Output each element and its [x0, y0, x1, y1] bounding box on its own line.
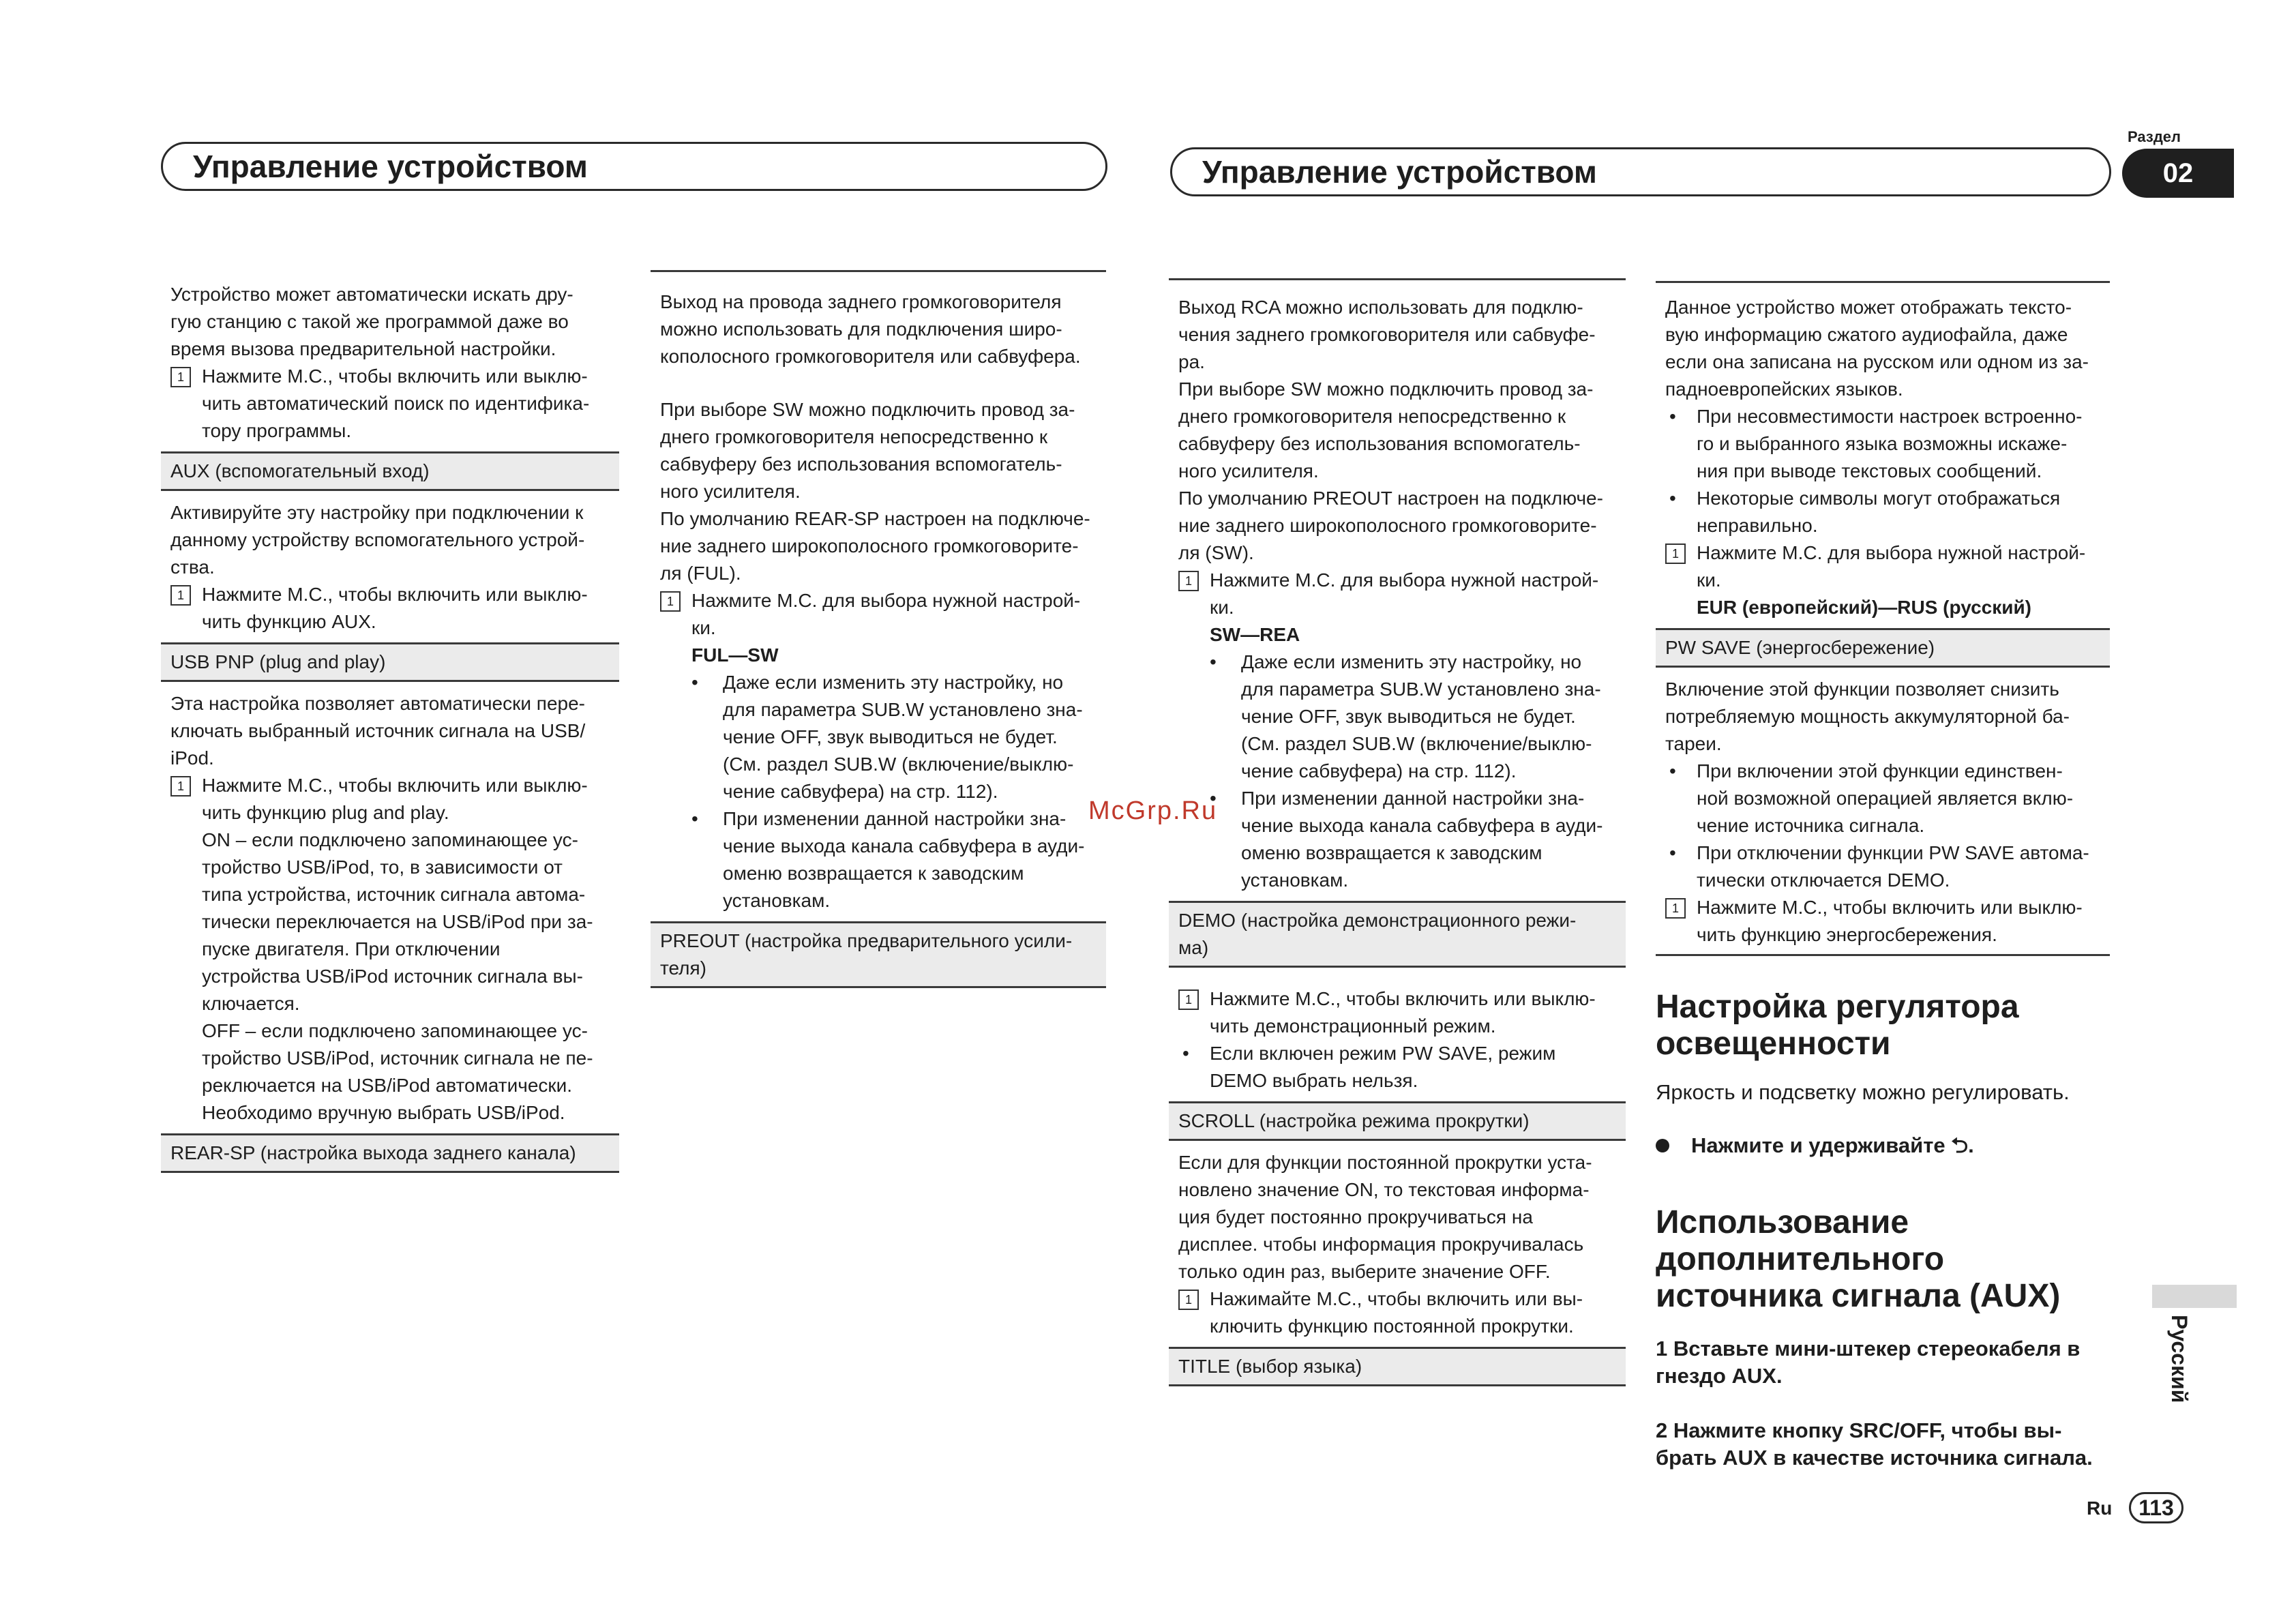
- dimmer-text: Яркость и подсветку можно регулировать.: [1656, 1080, 2070, 1104]
- aux-section-body: Активируйте эту настройку при подключении к данному устройству вспомогательного устрой- ства. 1 Нажмите M.C., чтобы включить или выклю- чить функцию AUX.: [161, 499, 619, 636]
- aux-step: 1 Нажмите M.C., чтобы включить или выклю- чить функцию AUX.: [170, 581, 610, 636]
- dimmer-heading: Настройка регулятора: [1656, 989, 2019, 1025]
- pw-save-section-body: Включение этой функции позволяет снизить потребляемую мощность аккумуляторной ба- тареи. • При включении этой функции единствен- ной возможной операцией является вклю- чение источника сигнала. • При отключении функции PW SAVE автома- тически отключается DEMO. 1 Нажмите M.C., чтобы включить или выклю- чить функцию энергосбережения.: [1656, 676, 2110, 949]
- aux-usage-section: Использование дополнительного источника сигнала (AUX) 1 Вставьте мини-штекер стереокабеля в гнездо AUX. 2 Нажмите кнопку SRC/OFF, чтобы вы- брать AUX в качестве источника сигнала.: [1656, 1159, 2110, 1472]
- step-number-icon: 1: [1178, 571, 1199, 591]
- step-number-icon: 1: [1178, 989, 1199, 1010]
- rear-sp-bullet-1: • Даже если изменить эту настройку, но для параметра SUB.W установлено зна- чение OFF, звук выводиться не будет. (См. раздел SUB.W (включение/выклю- чение сабвуфера) на стр. 112).: [660, 669, 1097, 805]
- col3-body: Выход RCA можно использовать для подклю- чения заднего громкоговорителя или сабвуфе- ра. При выборе SW можно подключить провод за- днего громкоговорителя непосредственно к сабвуферу без использования вспомогатель- ного усилителя. По умолчанию PREOUT настроен на подключе- ние заднего широкополосного громкоговорите- ля (SW). 1 Нажмите M.C. для выбора нужной настрой- ки. SW—REA • Даже если изменить эту настройку, но для параметра SUB.W установлено зна- чение OFF, звук выводиться не будет. (См. раздел SUB.W (включение/выклю- чение сабвуфера) на стр. 112). • При изменении данной настройки зна- чение выхода канала сабвуфера в ауди- оменю возвращается к заводским установкам.: [1169, 280, 1626, 894]
- bullet-dot-icon: [1656, 1139, 1669, 1152]
- right-page-header: Управление устройством: [1170, 147, 2111, 196]
- step-number-icon: 1: [1665, 544, 1686, 564]
- column-3: [1169, 278, 1626, 1395]
- demo-step: 1 Нажмите M.C., чтобы включить или выклю- чить демонстрационный режим.: [1178, 985, 1616, 1040]
- title-step: 1 Нажмите M.C. для выбора нужной настрой- ки. EUR (европейский)—RUS (русский): [1665, 539, 2100, 621]
- demo-section-body: [1169, 976, 1626, 1095]
- scroll-step: 1 Нажимайте M.C., чтобы включить или вы- ключить функцию постоянной прокрутки.: [1178, 1285, 1616, 1340]
- aux-usage-step-1: 1 Вставьте мини-штекер стереокабеля в гнездо AUX.: [1656, 1337, 2081, 1388]
- pw-save-section-title: PW SAVE (энергосбережение): [1656, 628, 2110, 668]
- step-number-icon: 1: [170, 776, 191, 796]
- pw-save-step: 1 Нажмите M.C., чтобы включить или выклю- чить функцию энергосбережения.: [1665, 894, 2100, 949]
- preout-step: 1 Нажмите M.C. для выбора нужной настрой- ки. SW—REA: [1178, 567, 1616, 649]
- usb-pnp-section-body: Эта настройка позволяет автоматически пере- ключать выбранный источник сигнала на USB/ iPod. 1 Нажмите M.C., чтобы включить или выклю- чить функцию plug and play. ON – если подключено запоминающее ус- тройство USB/iPod, то, в зависимости от типа устройства, источник сигнала автома- тически переключается на USB/iPod при за- пуске двигателя. При отключении устройства USB/iPod источник сигнала вы- ключается. OFF – если подключено запоминающее ус- тройство USB/iPod, источник сигнала не пе- реключается на USB/iPod автоматически. Необходимо вручную выбрать USB/iPod.: [161, 690, 619, 1127]
- section-label: Раздел: [2128, 128, 2181, 145]
- step-number-icon: 1: [170, 585, 191, 606]
- aux-section-title: AUX (вспомогательный вход): [161, 451, 619, 491]
- column-2: [651, 270, 1106, 996]
- preout-bullet-2: • При изменении данной настройки зна- чение выхода канала сабвуфера в ауди- оменю возвращается к заводским установкам.: [1178, 785, 1616, 894]
- preout-bullet-1: • Даже если изменить эту настройку, но для параметра SUB.W установлено зна- чение OFF, звук выводиться не будет. (См. раздел SUB.W (включение/выклю- чение сабвуфера) на стр. 112).: [1178, 649, 1616, 785]
- section-number-tab: 02: [2122, 149, 2234, 198]
- watermark: McGrp.Ru: [1088, 796, 1218, 825]
- column-1: [161, 281, 619, 1181]
- preout-section-title: PREOUT (настройка предварительного усили- теля): [651, 921, 1106, 988]
- dimmer-action: Нажмите и удерживайте ⮌.: [1656, 1132, 2110, 1159]
- step-number-icon: 1: [1665, 898, 1686, 919]
- rear-sp-bullet-2: • При изменении данной настройки зна- чение выхода канала сабвуфера в ауди- оменю возвращается к заводским установкам.: [660, 805, 1097, 914]
- rear-sp-section-title: REAR-SP (настройка выхода заднего канала): [161, 1133, 619, 1173]
- left-page-header: Управление устройством: [161, 142, 1107, 191]
- title-bullet-1: • При несовместимости настроек встроенно- го и выбранного языка возможны искаже- ния при выводе текстовых сообщений.: [1665, 403, 2100, 485]
- usb-pnp-section-title: USB PNP (plug and play): [161, 642, 619, 682]
- rear-sp-step: 1 Нажмите M.C. для выбора нужной настрой- ки. FUL—SW: [660, 587, 1097, 669]
- step-number-icon: 1: [660, 591, 681, 612]
- col2-body: Выход на провода заднего громкоговорителя можно использовать для подключения широ- кополосного громкоговорителя или сабвуфера. При выборе SW можно подключить провод за- днего громкоговорителя непосредственно к сабвуферу без использования вспомогатель- ного усилителя. По умолчанию REAR-SP настроен на подключе- ние заднего широкополосного громкоговорите- ля (FUL). 1 Нажмите M.C. для выбора нужной настрой- ки. FUL—SW • Даже если изменить эту настройку, но для параметра SUB.W установлено зна- чение OFF, звук выводиться не будет. (См. раздел SUB.W (включение/выклю- чение сабвуфера) на стр. 112). • При изменении данной настройки зна- чение выхода канала сабвуфера в ауди- оменю возвращается к заводским установкам.: [651, 272, 1106, 914]
- scroll-section-title: SCROLL (настройка режима прокрутки): [1169, 1101, 1626, 1141]
- dimmer-section: Настройка регулятора освещенности Яркость и подсветку можно регулировать. Нажмите и удерживайте ⮌.: [1656, 956, 2110, 1159]
- footer-language: Ru: [2087, 1498, 2113, 1519]
- scroll-section-body: Если для функции постоянной прокрутки уста- новлено значение ON, то текстовая информа- ция будет постоянно прокручиваться на дисплее. чтобы информация прокручивалась только один раз, выберите значение OFF. 1 Нажимайте M.C., чтобы включить или вы- ключить функцию постоянной прокрутки.: [1169, 1149, 1626, 1340]
- page-number: 113: [2129, 1492, 2183, 1523]
- demo-section-title: DEMO (настройка демонстрационного режи- ма): [1169, 901, 1626, 968]
- column-4: [1656, 281, 2110, 1472]
- language-tab-marker: [2152, 1285, 2237, 1308]
- col4-body: Данное устройство может отображать тексто- вую информацию сжатого аудиофайла, даже если она записана на русском или одном из за- падноевропейских языков. • При несовместимости настроек встроенно- го и выбранного языка возможны искаже- ния при выводе текстовых сообщений. • Некоторые символы могут отображаться неправильно. 1 Нажмите M.C. для выбора нужной настрой- ки. EUR (европейский)—RUS (русский): [1656, 283, 2110, 621]
- usb-pnp-step: 1 Нажмите M.C., чтобы включить или выклю- чить функцию plug and play. ON – если подключено запоминающее ус- тройство USB/iPod, то, в зависимости от типа устройства, источник сигнала автома- тически переключается на USB/iPod при за- пуске двигателя. При отключении устройства USB/iPod источник сигнала вы- ключается. OFF – если подключено запоминающее ус- тройство USB/iPod, источник сигнала не пе- реключается на USB/iPod автоматически. Необходимо вручную выбрать USB/iPod.: [170, 772, 610, 1127]
- title-section-title: TITLE (выбор языка): [1169, 1347, 1626, 1386]
- demo-bullet: • Если включен режим PW SAVE, режим DEMO выбрать нельзя.: [1178, 1040, 1616, 1095]
- pw-save-bullet-1: • При включении этой функции единствен- ной возможной операцией является вклю- чение источника сигнала.: [1665, 758, 2100, 839]
- col1-intro-step: 1 Нажмите M.C., чтобы включить или выклю- чить автоматический поиск по идентифика- тору программы.: [170, 363, 610, 445]
- pw-save-bullet-2: • При отключении функции PW SAVE автома- тически отключается DEMO.: [1665, 839, 2100, 894]
- aux-usage-step-2: 2 Нажмите кнопку SRC/OFF, чтобы вы- брать AUX в качестве источника сигнала.: [1656, 1418, 2093, 1470]
- title-bullet-2: • Некоторые символы могут отображаться неправильно.: [1665, 485, 2100, 539]
- language-tab: Русский: [2167, 1315, 2192, 1403]
- col1-intro: Устройство может автоматически искать дру- гую станцию с такой же программой даже во время вызова предварительной настройки. 1 Нажмите M.C., чтобы включить или выклю- чить автоматический поиск по идентифика- тору программы.: [161, 281, 619, 445]
- step-number-icon: 1: [1178, 1290, 1199, 1310]
- aux-usage-heading: Использование: [1656, 1204, 1909, 1240]
- step-number-icon: 1: [170, 367, 191, 387]
